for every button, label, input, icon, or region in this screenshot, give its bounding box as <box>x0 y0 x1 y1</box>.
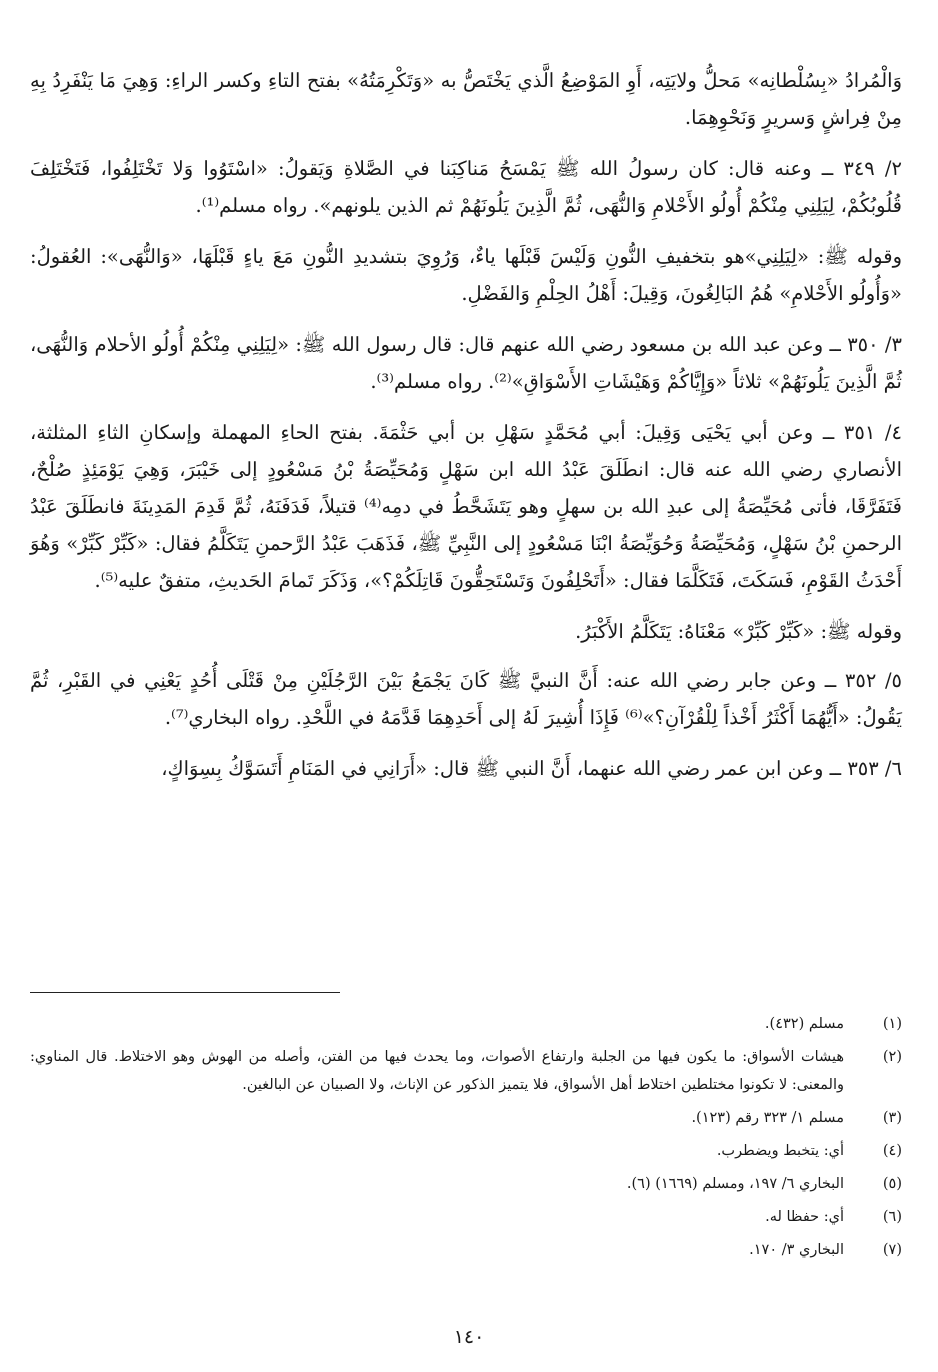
footnote-number: (٢) <box>882 1049 902 1065</box>
footnote-number: (٤) <box>882 1143 902 1159</box>
paragraph-intro: وَالْمُرادُ «بِسُلْطانِه» مَحلُّ ولايَتِه، أَوِ المَوْضِعُ الَّذي يَخْتَصُّ به «وَتَكْرِمَتُهُ» بفتح التاءِ وكسر الراءِ: وَهِيَ مَا يَنْفَرِدُ بِهِ مِنْ فِراشٍ وَسريرٍ وَنَحْوِهِمَا. <box>30 69 902 129</box>
footnote-text: مسلم (٤٣٢). <box>764 1016 844 1032</box>
footnote-text: مسلم ١/ ٣٢٣ رقم (١٢٣). <box>691 1110 844 1126</box>
footnote-item <box>30 1236 902 1264</box>
footnote-item <box>30 1043 902 1099</box>
page-body <box>30 62 902 801</box>
footnote-number: (٧) <box>882 1242 902 1258</box>
hadith-353: ٦/ ٣٥٣ ــ وعن ابن عمر رضي الله عنهما، أَنَّ النبي ﷺ قال: «أَرَانِي في المَنَامِ أَتَسَوَّكُ بِسِوَاكٍ، <box>161 757 902 780</box>
footnote-item <box>30 1170 902 1198</box>
footnote-text: أي: حفظا له. <box>765 1209 844 1225</box>
hadith-349: ٢/ ٣٤٩ ــ وعنه قال: كان رسولُ الله ﷺ يَمْسَحُ مَناكِبَنا في الصَّلاةِ وَيَقولُ: «اسْتَوُوا وَلا تَخْتَلِفُوا، فَتَخْتَلِفَ قُلُوبُكُمْ، لِيَلِنِي مِنْكُمْ أُولُو الأَحْلامِ وَالنُّهَى، ثُمَّ الَّذِينَ يَلُونَهُمْ ثم الذين يلونهم». رواه مسلم⁽¹⁾. <box>30 157 902 217</box>
footnote-divider <box>30 992 340 993</box>
commentary-349: وقوله ﷺ: «لِيَلِنِي»هو بتخفيفِ النُّونِ وَلَيْسَ قَبْلَها ياءٌ، وَرُوِيَ بتشديدِ النُّونِ مَعَ ياءٍ قَبْلَهَا، «وَالنُّهَى»: العُقولُ: «وَأُولُو الأَحْلامِ» هُمُ البَالِغُونَ، وَقِيلَ: أَهْلُ الحِلْمِ وَالفَضْلِ. <box>30 245 902 305</box>
page-number: ١٤٠ <box>453 1326 485 1348</box>
hadith-352: ٥/ ٣٥٢ ــ وعن جابر رضي الله عنه: أَنَّ النبيَّ ﷺ كَانَ يَجْمَعُ بَيْنَ الرَّجُلَيْنِ مِنْ قَتْلَى أُحُدٍ يَعْنِي في القَبْرِ، ثُمَّ يَقُولُ: «أَيُّهُمَا أَكْثَرُ أَخْذاً لِلْقُرْآنِ؟»⁽⁶⁾ فَإِذَا أُشِيرَ لَهُ إلى أَحَدِهِمَا قَدَّمَهُ في اللَّحْدِ. رواه البخاري⁽⁷⁾. <box>30 669 902 729</box>
footnote-text: البخاري ٦/ ١٩٧، ومسلم (١٦٦٩) (٦). <box>626 1176 844 1192</box>
footnote-item <box>30 1203 902 1231</box>
footnote-text: البخاري ٣/ ١٧٠. <box>749 1242 844 1258</box>
footnote-text: أي: يتخبط ويضطرب. <box>716 1143 844 1159</box>
footnote-text: هيشات الأسواق: ما يكون فيها من الجلبة وارتفاع الأصوات، وما يحدث فيها من الفتن، وأصله من الهوش وهو الاختلاط. قال المناوي: والمعنى: لا تكونوا مختلطين اختلاط أهل الأسواق، فلا يتميز الذكور عن الإناث، ولا الصبيان عن البالغين. <box>30 1049 844 1093</box>
footnote-item <box>30 1010 902 1038</box>
footnote-number: (١) <box>882 1016 902 1032</box>
footnote-item <box>30 1104 902 1132</box>
commentary-351: وقوله ﷺ: «كَبِّرْ كَبِّرْ» مَعْنَاهُ: يَتَكَلَّمُ الأَكْبَرُ. <box>575 620 902 643</box>
hadith-351: ٤/ ٣٥١ ــ وعن أبي يَحْيَى وَقِيلَ: أبي مُحَمَّدٍ سَهْلِ بن أبي حَثْمَةَ. بفتح الحاءِ المهملة وإسكانِ الثاءِ المثلثة، الأنصاري رضي الله عنه قال: انطَلَقَ عَبْدُ الله ابن سَهْلٍ وَمُحَيِّصَةُ بْنُ مَسْعُودٍ إلى خَيْبَرَ، وَهِيَ يَوْمَئِذٍ صُلْحٌ، فَتَفَرَّقَا، فأتى مُحَيِّصَةُ إلى عبدِ الله بن سهلٍ وهو يَتَشَحَّطُ في دمِه⁽⁴⁾ قتيلاً، فَدَفَنَهُ، ثُمَّ قَدِمَ المَدِينَةَ فانطَلَقَ عَبْدُ الرحمنِ بْنُ سَهْلٍ، وَمُحَيِّصَةُ وَحُوَيِّصَةُ ابْنَا مَسْعُودٍ إلى النَّبِيِّ ﷺ، فَذَهَبَ عَبْدُ الرَّحمنِ يَتَكَلَّمُ فقال: «كَبِّرْ كَبِّرْ» وَهُوَ أَحْدَثُ القَوْمِ، فَسَكَتَ، فَتَكَلَّمَا فقال: «أَتَحْلِفُونَ وَتَسْتَحِقُّونَ قَاتِلَكُمْ؟»، وَذَكَرَ تَمامَ الحَديثِ، متفقٌ عليه⁽⁵⁾. <box>30 421 902 592</box>
footnote-number: (٦) <box>882 1209 902 1225</box>
hadith-350: ٣/ ٣٥٠ ــ وعن عبد الله بن مسعود رضي الله عنهم قال: قال رسول الله ﷺ: «لِيَلِنِي مِنْكُمْ أُولُو الأحلام وَالنُّهَى، ثُمَّ الَّذِينَ يَلُونَهُمْ» ثلاثاً «وَإِيَّاكُمْ وَهَيْشَاتِ الأَسْوَاقِ»⁽²⁾. رواه مسلم⁽³⁾. <box>30 333 902 393</box>
footnotes <box>30 1010 902 1269</box>
footnote-number: (٣) <box>882 1110 902 1126</box>
footnote-number: (٥) <box>882 1176 902 1192</box>
footnote-item <box>30 1137 902 1165</box>
